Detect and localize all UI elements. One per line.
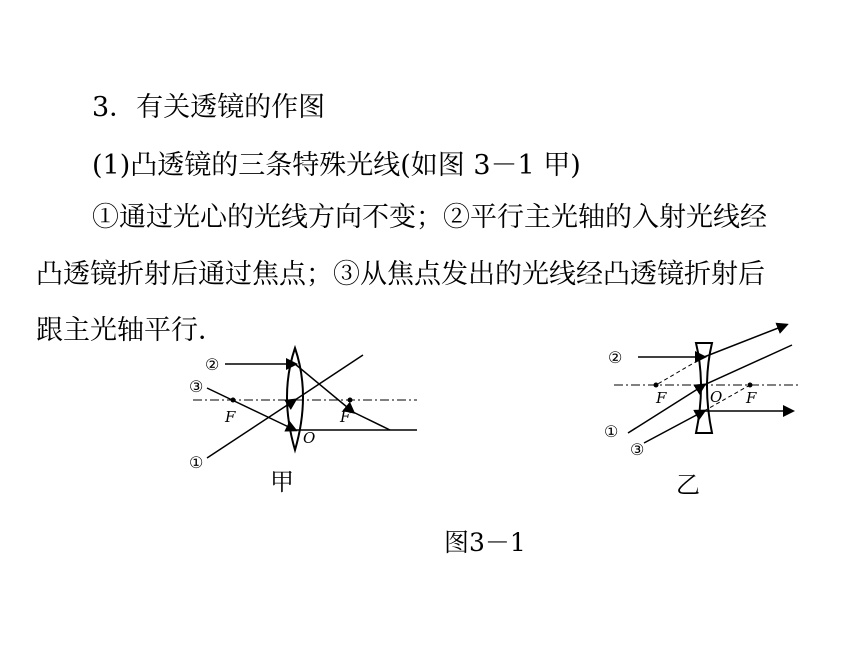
left-focus-label: F — [225, 408, 236, 426]
convex-lens-diagram — [185, 340, 425, 480]
ray-2-refracted — [704, 325, 786, 357]
right-focus-point — [748, 383, 753, 388]
figure-title: 图3－1 — [444, 528, 526, 557]
left-focus-point — [654, 383, 659, 388]
right-focus-point — [348, 398, 353, 403]
left-focus-point — [231, 398, 236, 403]
ray-1-label: ① — [189, 453, 204, 472]
ray-1-continued — [295, 355, 363, 400]
optical-center-label: O — [303, 429, 316, 447]
section-heading: 3．有关透镜的作图 — [92, 92, 326, 123]
right-focus-label: F — [746, 389, 757, 407]
ray-2-extension — [656, 357, 704, 385]
paragraph-line-2: 凸透镜折射后通过焦点；③从焦点发出的光线经凸透镜折射后 — [36, 259, 765, 290]
left-focus-label: F — [656, 389, 667, 407]
ray-1-label: ① — [604, 422, 619, 441]
paragraph-line-3: 跟主光轴平行． — [36, 315, 225, 346]
ray-2-label: ② — [608, 348, 623, 367]
ray-3-label: ③ — [630, 440, 645, 459]
right-focus-label: F — [340, 408, 351, 426]
ray-2-continued — [353, 412, 390, 430]
ray-1-continued — [704, 345, 792, 385]
ray-3-label: ③ — [189, 377, 204, 396]
optical-center-label: O — [710, 388, 723, 406]
right-figure-caption: 乙 — [676, 471, 700, 499]
left-figure-caption: 甲 — [270, 468, 294, 496]
concave-lens-diagram — [600, 315, 810, 465]
paragraph-line-1: ①通过光心的光线方向不变；②平行主光轴的入射光线经 — [92, 202, 767, 233]
ray-3-incident — [644, 411, 704, 443]
ray-2-label: ② — [205, 355, 220, 374]
subsection-heading: (1)凸透镜的三条特殊光线(如图 3－1 甲) — [92, 150, 581, 181]
